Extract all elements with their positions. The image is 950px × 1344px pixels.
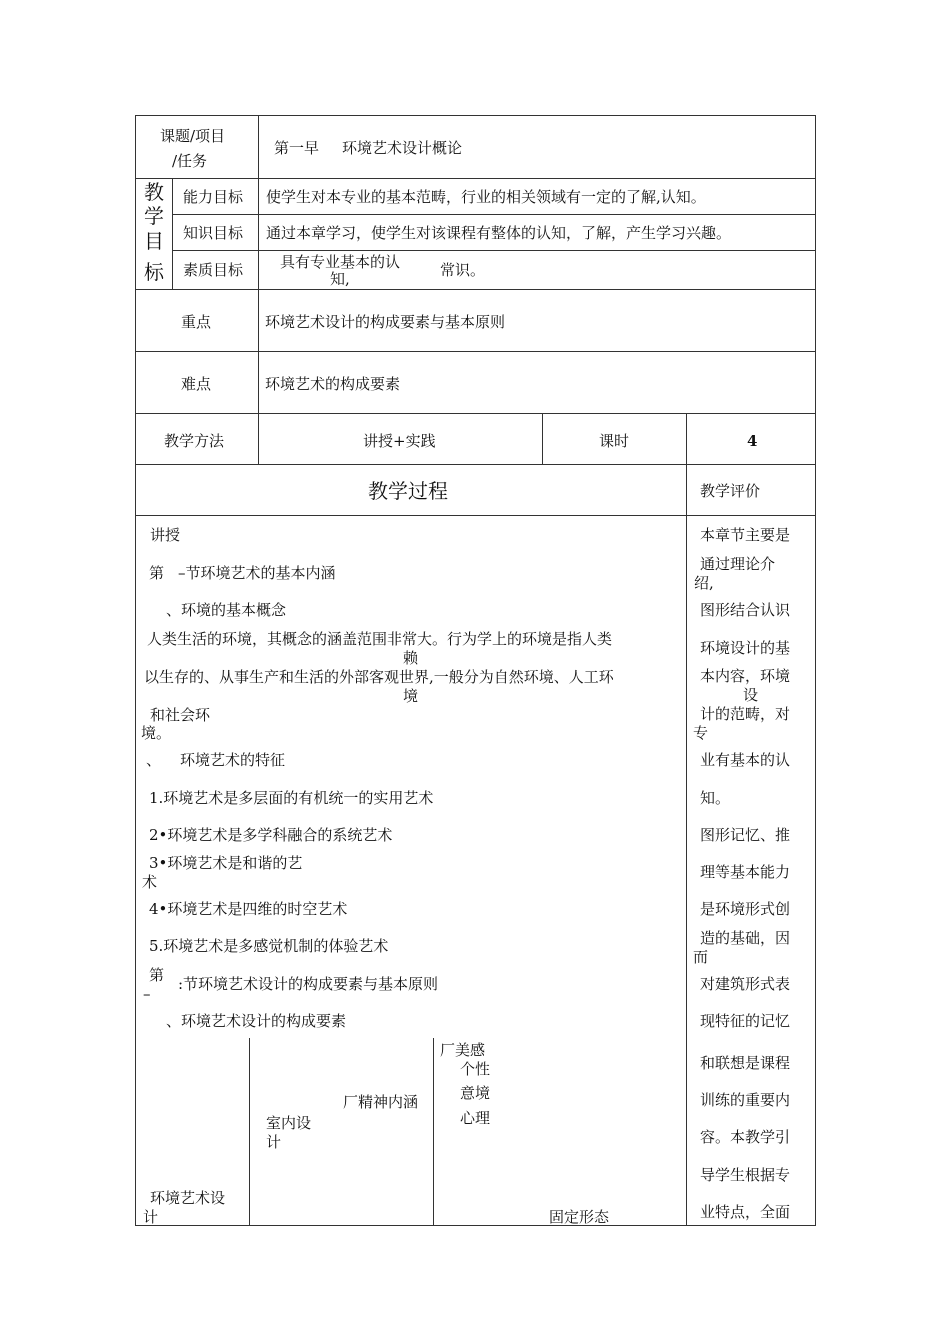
topic-label: /任务 (172, 152, 208, 170)
process-line: 和社会环 (150, 706, 211, 724)
diagram-interior: 计 (266, 1133, 282, 1151)
goals-label: 学 (144, 204, 164, 228)
method-label: 教学方法 (164, 432, 225, 450)
diagram-personality: 个性 (460, 1060, 491, 1078)
process-line: 4•环境艺术是四维的时空艺术 (149, 900, 348, 918)
diagram-root: 环境艺术设 (150, 1189, 226, 1207)
diagram-mood: 意境 (460, 1084, 491, 1102)
evaluation-line: 导学生根据专 (700, 1166, 791, 1184)
evaluation-line: 知。 (700, 789, 731, 807)
hours-value: 4 (747, 432, 758, 450)
grid-line (172, 250, 816, 251)
quality-value: 具有专业基本的认 (280, 253, 401, 271)
quality-label: 素质目标 (183, 261, 244, 279)
diagram-fixed-form: 固定形态 (549, 1208, 610, 1226)
evaluation-line: 计的范畴，对 (700, 705, 791, 723)
process-line: 境 (403, 687, 419, 705)
evaluation-line: 图形记忆、推 (700, 826, 791, 844)
evaluation-line: 现特征的记忆 (700, 1012, 791, 1030)
grid-line (172, 178, 173, 289)
process-line: 、环境艺术设计的构成要素 (166, 1012, 347, 1030)
goals-label: 目 (144, 229, 164, 253)
evaluation-line: 专 (693, 724, 709, 742)
topic-chapter: 第一早 (274, 139, 320, 157)
knowledge-label: 知识目标 (183, 224, 244, 242)
process-line: 第 (149, 966, 165, 984)
evaluation-line: 通过理论介 (700, 555, 776, 573)
grid-line (135, 413, 816, 414)
evaluation-line: 对建筑形式表 (700, 975, 791, 993)
evaluation-line: 绍, (694, 574, 714, 592)
process-line: 5.环境艺术是多感觉机制的体验艺术 (149, 937, 389, 955)
process-line: 环境艺术的特征 (180, 751, 286, 769)
grid-line (135, 289, 816, 290)
process-title: 教学过程 (368, 479, 448, 503)
grid-line (135, 178, 816, 179)
evaluation-line: 而 (693, 948, 709, 966)
evaluation-line: 理等基本能力 (700, 863, 791, 881)
evaluation-line: 造的基础，因 (700, 929, 791, 947)
evaluation-title: 教学评价 (700, 482, 761, 500)
goals-label: 标 (144, 260, 164, 284)
diagram-aesthetic: 厂美感 (440, 1041, 486, 1059)
grid-line (135, 115, 816, 116)
evaluation-line: 设 (743, 686, 759, 704)
grid-line (258, 115, 259, 464)
grid-line (815, 115, 816, 1226)
process-line: 以生存的、从事生产和生活的外部客观世界,一般分为自然环境、人工环 (144, 668, 614, 686)
evaluation-line: 业有基本的认 (700, 751, 791, 769)
evaluation-line: 训练的重要内 (700, 1091, 791, 1109)
evaluation-line: 环境设计的基 (700, 639, 791, 657)
grid-line (172, 214, 816, 215)
process-line: 、 (146, 751, 162, 769)
evaluation-line: 业特点，全面 (700, 1203, 791, 1221)
diagram-interior: 室内设 (266, 1114, 312, 1132)
diagram-line (249, 1038, 250, 1226)
difficulty-value: 环境艺术的构成要素 (265, 375, 401, 393)
goals-label: 教 (144, 180, 164, 204)
process-line: :节环境艺术设计的构成要素与基本原则 (178, 975, 439, 993)
evaluation-line: 容。本教学引 (700, 1128, 791, 1146)
key-value: 环境艺术设计的构成要素与基本原则 (265, 313, 506, 331)
difficulty-label: 难点 (181, 375, 212, 393)
diagram-psychology: 心理 (460, 1109, 491, 1127)
key-label: 重点 (181, 313, 212, 331)
grid-line (686, 413, 687, 1226)
process-line: 讲授 (150, 526, 181, 544)
method-value: 讲授+实践 (363, 432, 436, 450)
grid-line (135, 515, 816, 516)
evaluation-line: 图形结合认识 (700, 601, 791, 619)
diagram-line (433, 1038, 434, 1226)
evaluation-line: 是环境形式创 (700, 900, 791, 918)
evaluation-line: 本章节主要是 (700, 526, 791, 544)
grid-line (135, 351, 816, 352)
topic-title: 环境艺术设计概论 (342, 139, 463, 157)
quality-value: 常识。 (440, 261, 486, 279)
evaluation-line: 本内容，环境 (700, 667, 791, 685)
diagram-spirit: 厂精神内涵 (343, 1093, 419, 1111)
ability-value: 使学生对本专业的基本范畴，行业的相关领域有一定的了解,认知。 (266, 188, 706, 206)
grid-line (135, 115, 136, 1226)
process-line: 赖 (403, 649, 419, 667)
process-line: –节环境艺术的基本内涵 (178, 564, 336, 582)
process-line: 第 (149, 564, 165, 582)
process-line: 3•环境艺术是和谐的艺 (149, 854, 303, 872)
knowledge-value: 通过本章学习，使学生对该课程有整体的认知，了解，产生学习兴趣。 (266, 224, 732, 242)
ability-label: 能力目标 (183, 188, 244, 206)
grid-line (135, 1225, 816, 1226)
hours-label: 课时 (599, 432, 630, 450)
process-line: 2•环境艺术是多学科融合的系统艺术 (149, 826, 393, 844)
process-line: 、环境的基本概念 (166, 601, 287, 619)
process-line: – (143, 985, 151, 1003)
quality-value: 知, (330, 270, 350, 288)
diagram-root: 计 (143, 1208, 159, 1226)
grid-line (135, 464, 816, 465)
process-line: 人类生活的环境，其概念的涵盖范围非常大。行为学上的环境是指人类 (147, 630, 613, 648)
process-line: 术 (142, 873, 158, 891)
evaluation-line: 和联想是课程 (700, 1054, 791, 1072)
process-line: 1.环境艺术是多层面的有机统一的实用艺术 (149, 789, 434, 807)
topic-label: 课题/项目 (160, 127, 226, 145)
process-line: 境。 (141, 724, 172, 742)
grid-line (542, 413, 543, 464)
